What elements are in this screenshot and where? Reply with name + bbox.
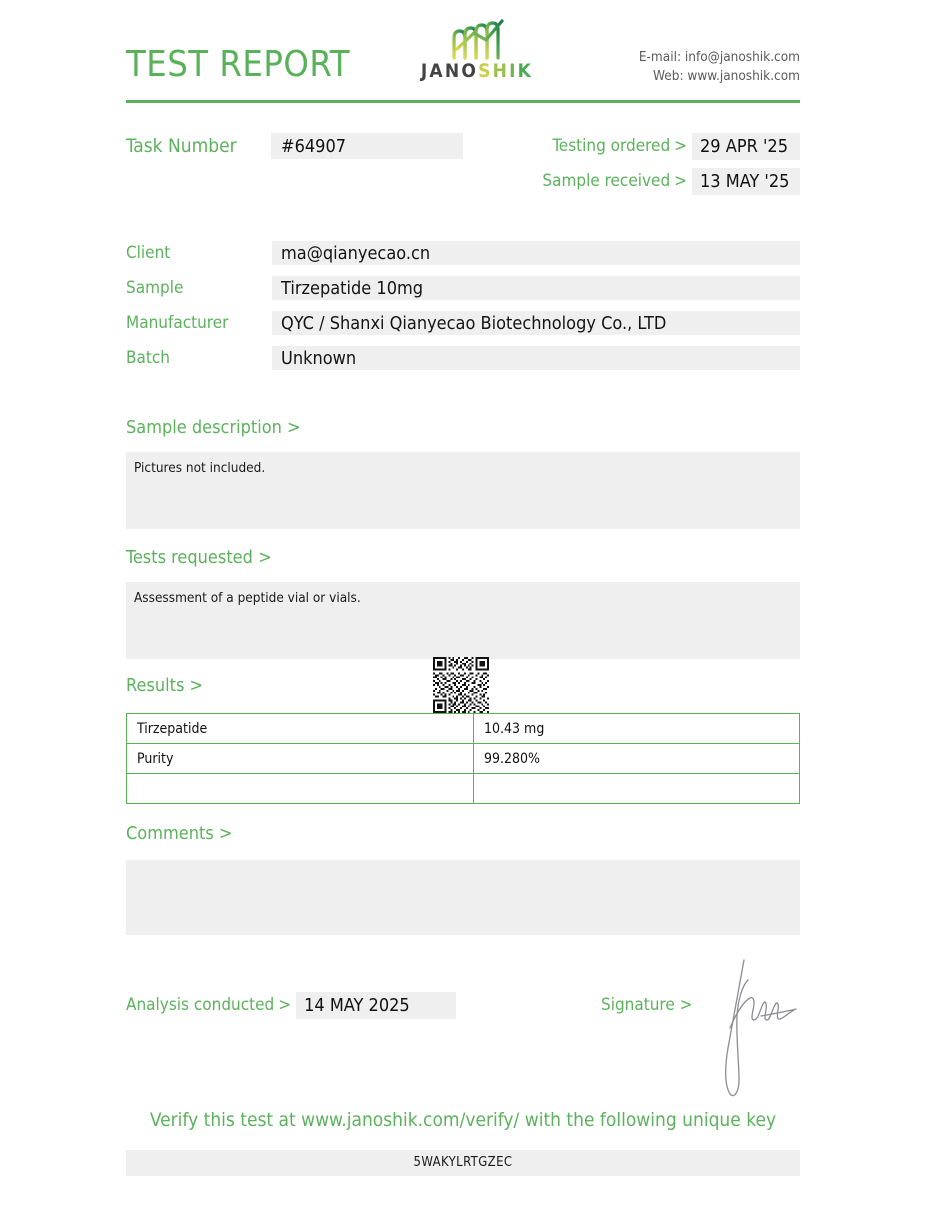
table-row	[127, 774, 800, 804]
info-row-batch	[126, 346, 800, 370]
sample-description-box: Pictures not included.	[126, 452, 800, 529]
info-row-client	[126, 241, 800, 265]
sample-value: Tirzepatide 10mg	[272, 276, 800, 300]
task-section	[126, 133, 800, 199]
comments-heading: Comments >	[126, 823, 233, 844]
brand-jano: JANO	[420, 60, 479, 82]
result-value: 99.280%	[474, 744, 800, 774]
testing-ordered-row	[552, 133, 800, 159]
comments-box	[126, 860, 800, 935]
manufacturer-value: QYC / Shanxi Qianyecao Biotechnology Co., LTD	[272, 311, 800, 335]
analysis-conducted-label: Analysis conducted	[126, 995, 275, 1015]
table-row	[127, 714, 800, 744]
handwritten-signature-icon	[706, 958, 816, 1098]
brand-k: K	[517, 60, 534, 82]
contact-web: Web: www.janoshik.com	[653, 68, 800, 84]
sample-received-value: 13 MAY '25	[692, 168, 800, 195]
contact-email: E-mail: info@janoshik.com	[638, 49, 800, 65]
info-row-sample	[126, 276, 800, 300]
page-title: TEST REPORT	[126, 44, 350, 85]
unique-key-value: 5WAKYLRTGZEC	[126, 1150, 800, 1176]
tests-requested-box: Assessment of a peptide vial or vials.	[126, 582, 800, 659]
sample-label: Sample	[126, 278, 184, 298]
manufacturer-label: Manufacturer	[126, 313, 229, 333]
header-divider	[126, 100, 800, 103]
sample-received-row	[542, 168, 800, 194]
sample-received-label: Sample received	[542, 171, 671, 191]
sample-received-arrow: >	[674, 171, 687, 191]
batch-label: Batch	[126, 348, 170, 368]
result-name: Purity	[127, 744, 474, 774]
info-row-manufacturer	[126, 311, 800, 335]
result-name: Tirzepatide	[127, 714, 474, 744]
analysis-conducted-row	[126, 992, 456, 1019]
table-row	[127, 744, 800, 774]
tests-requested-heading: Tests requested >	[126, 547, 272, 568]
results-heading: Results >	[126, 675, 204, 696]
task-number-value: #64907	[271, 133, 463, 159]
batch-value: Unknown	[272, 346, 800, 370]
brand-s: S	[478, 60, 493, 82]
client-label: Client	[126, 243, 171, 263]
brand-wordmark	[402, 60, 552, 82]
testing-ordered-label: Testing ordered	[552, 136, 671, 156]
testing-ordered-arrow: >	[674, 136, 687, 156]
analysis-conducted-arrow: >	[278, 995, 292, 1015]
report-header	[126, 18, 800, 98]
qr-code-icon[interactable]	[433, 657, 489, 713]
brand-i: I	[509, 60, 518, 82]
sample-info-block	[126, 241, 800, 381]
janoshik-logo	[402, 18, 552, 82]
task-number-label: Task Number	[126, 135, 237, 157]
testing-ordered-value: 29 APR '25	[692, 133, 800, 160]
brand-h: H	[492, 60, 510, 82]
contact-block	[639, 48, 800, 86]
result-value	[474, 774, 800, 804]
bar-chart-growth-icon	[448, 18, 506, 60]
sample-description-heading: Sample description >	[126, 417, 301, 438]
analysis-conducted-value: 14 MAY 2025	[296, 992, 456, 1019]
results-table	[126, 713, 800, 804]
client-value: ma@qianyecao.cn	[272, 241, 800, 265]
verify-instruction: Verify this test at www.janoshik.com/verify/ with the following unique key	[149, 1109, 777, 1131]
result-value: 10.43 mg	[474, 714, 800, 744]
result-name	[127, 774, 474, 804]
signature-label: Signature >	[601, 995, 693, 1015]
